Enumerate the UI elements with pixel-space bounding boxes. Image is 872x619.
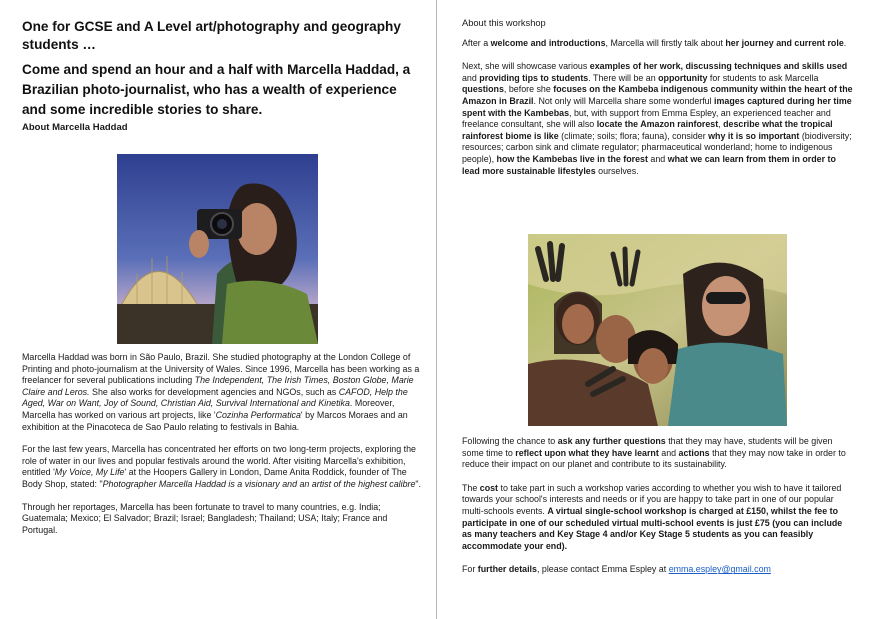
p2-bold: locate the Amazon rainforest [596,119,719,130]
p3-bold: ask any further questions [557,436,666,446]
bio-paragraph-3: Through her reportages, Marcella has been fortunate to travel to many countries, e.g. India; Guatemala; Mexico; El Salvador; Brazil; Israel; Bangladesh; Thailand; USA; Italy; France and Portugal. [22,501,388,535]
workshop-paragraph-4 [462,483,854,553]
lower-workshop-section [462,436,854,576]
p4-text: to take part in such a workshop varies according to whether you wish to have it tailored towards your school's interests and needs or if you are happy to take part in one of our popular multi-schools events. [462,482,842,516]
p3-text: that they may have, students will be given some time to [462,436,833,458]
p2-text: , [718,119,724,130]
p3-text: and [658,447,679,458]
bio2-text: ' at the Hoopers Gallery in London, Dame Anita Roddick, founder of The Body Shop, stated: " [22,467,407,489]
bio1-text: ' by Marcos Moraes and an exhibition at the Pinacoteca de Sao Paulo relating to festivals in Bahia. [22,409,408,432]
p2-bold: what we can learn from them in order to lead more sustainable lifestyles [462,153,836,176]
p2-text: , before she [503,84,554,95]
p5-bold: further details [477,564,537,575]
kambeba-children-photo [528,234,787,426]
p1-bold: welcome and introductions [490,37,606,48]
p2-bold: questions [462,84,504,95]
contact-email-link[interactable]: emma.espley@gmail.com [668,564,771,575]
p2-bold: examples of her work, discussing techniques and skills used [589,61,848,72]
p2-bold: how the Kambebas live in the forest [496,153,648,164]
bio2-quote: Photographer Marcella Haddad is a visionary and an artist of the highest calibre [102,478,416,489]
p4-bold: cost [479,482,499,493]
bio1-text: She also works for development agencies and NGOs, such as [89,386,339,397]
p5-text: For [462,564,478,575]
p4-bold: A virtual single-school workshop is charged at £150, whilst the fee to participate in one of our scheduled virtual multi-school events is just £75 (you can include as many teachers and Key Stage 4 and/or Key Stage 5 students as you can feasibly accommodate your end). [462,505,843,551]
bio2-exhibition: My Voice, My Life [54,467,125,478]
p1-text: , Marcella will firstly talk about [605,37,726,48]
p3-bold: actions [678,447,710,458]
bio2-text: ". [415,478,422,489]
bio2-text: For the last few years, Marcella has concentrated her efforts on two long-term projects, exploring the role of water in our lives and popular festivals around the world. After visiting Marcella's exhibition, entitled ' [22,444,416,478]
about-marcella-title: About Marcella Haddad [22,122,128,133]
p2-bold: providing tips to students [479,72,589,83]
heading-1: One for GCSE and A Level art/photography and geography students … [22,19,401,52]
p2-bold: images captured during her time spent with the Kambebas [462,95,852,118]
p2-bold: opportunity [658,72,708,83]
p2-text: . Not only will Marcella share some wonderful [533,95,715,106]
bio1-ngos: CAFOD, Help the Aged, War on Want, Joy of Sound, Christian Aid, Survival International and Kinetika [22,386,408,409]
p2-text: ourselves. [595,165,639,176]
bio-paragraph-2 [22,444,422,490]
p3-text: that they may now take in order to reduce their impact on our planet and contribute to its sustainability. [462,447,846,470]
workshop-paragraph-3 [462,436,854,471]
left-page [22,18,422,535]
p3-text: Following the chance to [462,436,558,446]
heading-2: Come and spend an hour and a half with Marcella Haddad, a Brazilian photo-journalist, who has a wealth of experience and some incredible stories to share. [22,62,411,117]
p2-text: and [647,153,668,164]
p1-bold: her journey and current role [725,37,844,48]
workshop-paragraph-1 [462,38,854,50]
p4-text: The [462,482,480,493]
workshop-paragraph-2 [462,61,854,177]
p2-text: (climate; soils; flora; fauna), consider [558,130,709,141]
p3-bold: reflect upon what they have learnt [515,447,659,458]
bio-section [22,352,422,536]
p2-text: . There will be an [588,72,659,83]
bio1-project: Cozinha Performatica [215,409,301,420]
p2-text: Next, she will showcase various [462,61,590,72]
p2-text: (biodiversity; resources; carbon sink and climate regulator; pharmaceutical wonderland; home to indigenous people), [462,130,852,164]
p2-text: for students to ask Marcella [707,72,819,83]
bio-paragraph-1 [22,352,422,433]
p2-bold: describe what the tropical rainforest biome is like [462,119,833,141]
p1-text: . [843,37,847,48]
p2-bold: why it is so important [708,130,800,141]
page-divider [436,0,437,619]
bio1-publications: The Independent, The Irish Times, Boston Globe, Marie Claire and Leros. [22,375,414,397]
p5-text: , please contact Emma Espley at [536,564,669,575]
marcella-photo [117,154,318,344]
workshop-paragraph-5 [462,564,854,576]
p2-bold: focuses on the Kambeba indigenous community within the heart of the Amazon in Brazil [462,84,853,106]
bio1-text: . Moreover, Marcella has worked on various art projects, like ' [22,398,395,420]
p1-text: After a [462,37,491,48]
p2-text: , but, with support from Emma Espley, an experienced teacher and freelance consultant, she will also [462,107,831,130]
right-page [462,18,854,575]
bio1-text: Marcella Haddad was born in São Paulo, Brazil. She studied photography at the London College of Printing and photo-journalism at the University of Wales. Since 1996, Marcella has been working as a freelancer for several publications including [22,352,420,386]
p2-text: and [462,72,480,83]
workshop-title: About this workshop [462,18,546,28]
